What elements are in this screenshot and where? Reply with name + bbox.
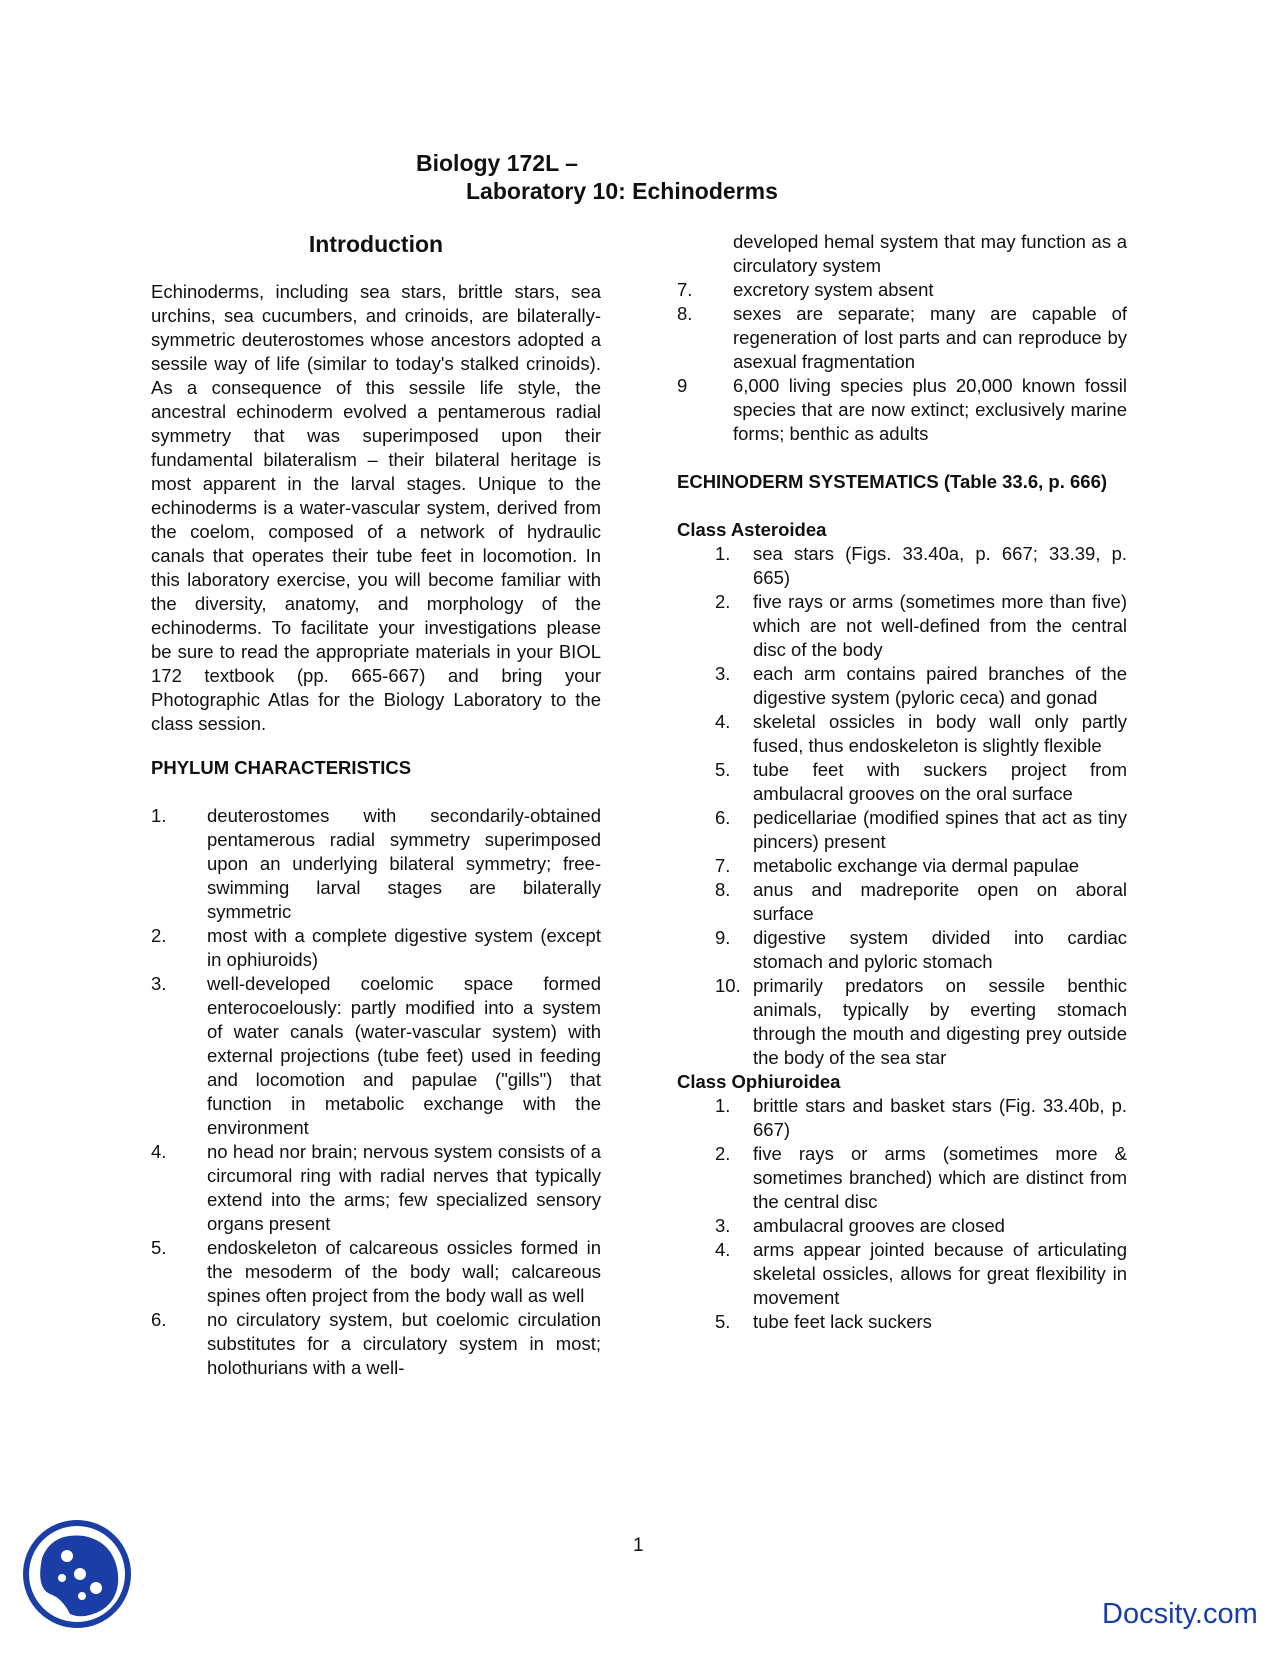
item-number: 1.	[715, 543, 731, 564]
item-number: 2.	[715, 591, 731, 612]
item-text: tube feet lack suckers	[753, 1311, 932, 1332]
item-text: arms appear jointed because of articulating skeletal ossicles, allows for great flexibility in movement	[753, 1239, 1127, 1308]
list-item	[151, 1140, 601, 1236]
list-item	[715, 1310, 1127, 1334]
item-number: 5.	[151, 1237, 167, 1258]
item-number: 6.	[715, 807, 731, 828]
list-item	[715, 974, 1127, 1070]
item-number: 4.	[715, 1239, 731, 1260]
list-item	[715, 878, 1127, 926]
item-number: 8.	[715, 879, 731, 900]
introduction-paragraph: Echinoderms, including sea stars, brittle stars, sea urchins, sea cucumbers, and crinoids, are bilaterally-symmetric deuterostomes whose ancestors adopted a sessile way of life (similar to today's stalked crinoids). As a consequence of this sessile life style, the ancestral echinoderm evolved a pentamerous radial symmetry that was superimposed upon their fundamental bilateralism – their bilateral heritage is most apparent in the larval stages. Unique to the echinoderms is a water-vascular system, derived from the coelom, composed of a network of hydraulic canals that operates their tube feet in locomotion. In this laboratory exercise, you will become familiar with the diversity, anatomy, and morphology of the echinoderms. To facilitate your investigations please be sure to read the appropriate materials in your BIOL 172 textbook (pp. 665-667) and bring your Photographic Atlas for the Biology Laboratory to the class session.	[151, 281, 601, 734]
list-item	[715, 710, 1127, 758]
item-text: metabolic exchange via dermal papulae	[753, 855, 1080, 876]
list-item	[151, 924, 601, 972]
list-item	[151, 804, 601, 924]
item-text: no head nor brain; nervous system consists of a circumoral ring with radial nerves that typically extend into the arms; few specialized sensory organs present	[207, 1141, 601, 1234]
list-item	[715, 1094, 1127, 1142]
item-text: anus and madreporite open on aboral surface	[753, 879, 1127, 924]
list-item	[715, 926, 1127, 974]
phylum-heading: PHYLUM CHARACTERISTICS	[151, 757, 412, 778]
item-number: 7.	[677, 279, 693, 300]
list-item	[151, 1236, 601, 1308]
list-item	[715, 758, 1127, 806]
item-number: 6.	[151, 1309, 167, 1330]
item-text: skeletal ossicles in body wall only partly fused, thus endoskeleton is slightly flexible	[753, 711, 1127, 756]
list-item	[715, 1238, 1127, 1310]
class-asteroidea-heading: Class Asteroidea	[677, 519, 827, 540]
list-item	[151, 1308, 601, 1380]
page-number: 1	[633, 1535, 644, 1556]
item-number: 9.	[715, 927, 731, 948]
list-item	[715, 1214, 1127, 1238]
document-title-line2: Laboratory 10: Echinoderms	[466, 178, 778, 204]
systematics-heading: ECHINODERM SYSTEMATICS (Table 33.6, p. 666)	[677, 471, 1108, 492]
list-item	[715, 590, 1127, 662]
item-text: pedicellariae (modified spines that act as tiny pincers) present	[753, 807, 1127, 852]
item-text: 6,000 living species plus 20,000 known fossil species that are now extinct; exclusively marine forms; benthic as adults	[733, 375, 1127, 444]
item-text: excretory system absent	[733, 279, 934, 300]
item-text: five rays or arms (sometimes more than five) which are not well-defined from the central disc of the body	[753, 591, 1127, 660]
document-title-line1: Biology 172L –	[416, 150, 578, 176]
item-text: well-developed coelomic space formed enterocoelously: partly modified into a system of water canals (water-vascular system) with external projections (tube feet) used in feeding and locomotion and papulae ("gills") that function in metabolic exchange with the environment	[207, 973, 601, 1138]
item-number: 3.	[715, 1215, 731, 1236]
item-number: 9	[677, 375, 688, 396]
item-text: brittle stars and basket stars (Fig. 33.40b, p. 667)	[753, 1095, 1127, 1140]
item-number: 5.	[715, 1311, 731, 1332]
item-number: 4.	[151, 1141, 167, 1162]
phylum-item-6-continuation: developed hemal system that may function as a circulatory system	[733, 231, 1127, 276]
item-number: 7.	[715, 855, 731, 876]
item-text: deuterostomes with secondarily-obtained pentamerous radial symmetry superimposed upon an underlying bilateral symmetry; free-swimming larval stages are bilaterally symmetric	[207, 805, 601, 922]
list-item	[715, 854, 1127, 878]
ophiuroidea-list	[677, 1094, 1127, 1334]
list-item	[677, 278, 1127, 302]
list-item	[715, 542, 1127, 590]
item-number: 1.	[151, 805, 167, 826]
item-text: ambulacral grooves are closed	[753, 1215, 1005, 1236]
list-item	[715, 1142, 1127, 1214]
docsity-brand-link[interactable]: Docsity.com	[1102, 1598, 1258, 1630]
item-text: most with a complete digestive system (except in ophiuroids)	[207, 925, 601, 970]
item-number: 3.	[715, 663, 731, 684]
item-number: 1.	[715, 1095, 731, 1116]
docsity-logo-icon[interactable]	[22, 1518, 132, 1630]
item-text: endoskeleton of calcareous ossicles formed in the mesoderm of the body wall; calcareous spines often project from the body wall as well	[207, 1237, 601, 1306]
list-item	[715, 662, 1127, 710]
item-text: each arm contains paired branches of the digestive system (pyloric ceca) and gonad	[753, 663, 1127, 708]
phylum-list-continued	[677, 278, 1127, 446]
list-item	[677, 302, 1127, 374]
right-column	[677, 230, 1127, 1334]
list-item	[151, 972, 601, 1140]
left-column	[151, 230, 601, 1380]
asteroidea-list	[677, 542, 1127, 1070]
list-item	[677, 374, 1127, 446]
introduction-heading: Introduction	[308, 231, 444, 257]
item-text: sea stars (Figs. 33.40a, p. 667; 33.39, p. 665)	[753, 543, 1127, 588]
item-text: no circulatory system, but coelomic circulation substitutes for a circulatory system in most; holothurians with a well-	[207, 1309, 601, 1378]
item-text: sexes are separate; many are capable of regeneration of lost parts and can reproduce by asexual fragmentation	[733, 303, 1127, 372]
item-number: 2.	[151, 925, 167, 946]
list-item	[715, 806, 1127, 854]
item-text: five rays or arms (sometimes more & sometimes branched) which are distinct from the central disc	[753, 1143, 1127, 1212]
item-number: 10.	[715, 975, 741, 996]
item-number: 4.	[715, 711, 731, 732]
item-number: 5.	[715, 759, 731, 780]
item-text: digestive system divided into cardiac stomach and pyloric stomach	[753, 927, 1127, 972]
item-number: 3.	[151, 973, 167, 994]
phylum-list	[151, 804, 601, 1380]
item-text: tube feet with suckers project from ambulacral grooves on the oral surface	[753, 759, 1127, 804]
class-ophiuroidea-heading: Class Ophiuroidea	[677, 1071, 841, 1092]
item-text: primarily predators on sessile benthic animals, typically by everting stomach through the mouth and digesting prey outside the body of the sea star	[753, 975, 1127, 1068]
item-number: 8.	[677, 303, 693, 324]
item-number: 2.	[715, 1143, 731, 1164]
